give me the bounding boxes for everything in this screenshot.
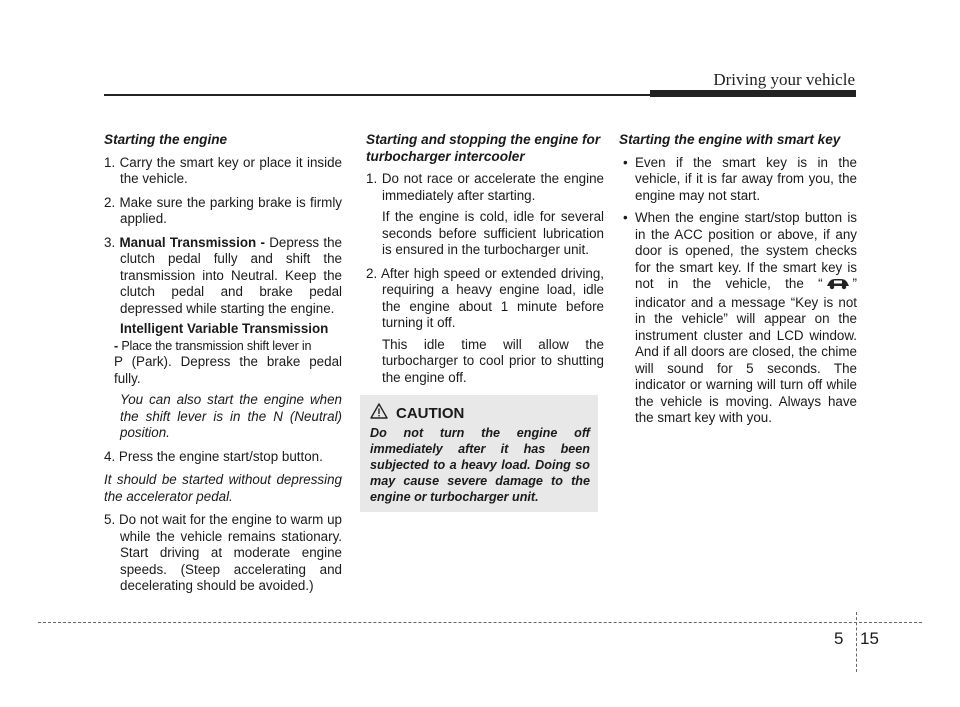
- step-4: 4. Press the engine start/stop button.: [104, 448, 323, 464]
- bullet-2-text-b: ” indicator and a message “Key is not in the vehicle” will appear on the instrument cluster and LCD window. And if all doors are closed, the chime will sound for 5 seconds. The indicator or warning will turn off while the vehicle is moving. Always have the smart key with you.: [635, 276, 857, 425]
- caution-text: Do not turn the engine off immediately after it has been subjected to a heavy load. Doing so may cause severe damage to the engine or turbocharger unit.: [370, 426, 590, 504]
- step-1: 1. Carry the smart key or place it inside the vehicle.: [104, 154, 342, 186]
- step-2: 2. Make sure the parking brake is firmly applied.: [104, 194, 342, 226]
- bullet-2-text-a: When the engine start/stop button is in the ACC position or above, if any door is opened, the system checks for the smart key. If the smart key is not in the vehicle, the “: [635, 210, 857, 291]
- column-turbocharger: [366, 130, 604, 391]
- caution-title: CAUTION: [396, 405, 465, 422]
- footer-divider: [856, 612, 857, 672]
- ivt-text-1: Place the transmission shift lever in: [121, 338, 312, 353]
- column-starting-engine: [104, 130, 342, 602]
- page-number: 15: [860, 629, 879, 648]
- bullet-1: • Even if the smart key is in the vehicle, if it is far away from you, the engine may not start.: [619, 155, 857, 205]
- section-heading: Starting the engine: [104, 132, 228, 147]
- section-heading: Starting and stopping the engine for turbocharger intercooler: [366, 132, 601, 164]
- step-5: 5. Do not wait for the engine to warm up while the vehicle remains stationary. Start driving at moderate engine speeds. (Steep accelerating and decelerating should be avoided.): [104, 512, 342, 593]
- ivt-dash: -: [114, 338, 118, 353]
- section-heading: Starting the engine with smart key: [619, 132, 841, 147]
- ivt-line-1: [104, 338, 342, 355]
- footer-rule: [38, 622, 922, 623]
- step-2: 2. After high speed or extended driving, requiring a heavy engine load, idle the engine about 1 minute before turning it off.: [366, 265, 604, 330]
- ivt-text-2: P (Park). Depress the brake pedal fully.: [114, 354, 342, 386]
- header-title: Driving your vehicle: [713, 70, 855, 89]
- step-3-label: Manual Transmission -: [119, 234, 265, 250]
- car-key-indicator-icon: [825, 277, 851, 295]
- bullet-2: [619, 210, 857, 427]
- step-1: 1. Do not race or accelerate the engine immediately after starting.: [366, 171, 604, 203]
- shift-note: You can also start the engine when the shift lever is in the N (Neutral) position.: [120, 392, 342, 440]
- accelerator-warning: It should be started without depressing the accelerator pedal.: [104, 472, 342, 504]
- caution-header: [370, 403, 464, 424]
- step-3: [104, 235, 342, 318]
- chapter-number: 5: [834, 629, 844, 648]
- step-3-number: 3.: [104, 234, 116, 250]
- column-smart-key: [619, 130, 857, 433]
- warning-triangle-icon: [370, 403, 388, 424]
- step-3-text: Depress the clutch pedal fully and shift the transmission into Neutral. Keep the clutch pedal and brake pedal depressed while starting the engine.: [120, 234, 342, 316]
- step-1-detail: If the engine is cold, idle for several seconds before sufficient lubrication is ensured in the turbocharger unit.: [382, 209, 604, 257]
- step-2-detail: This idle time will allow the turbocharger to cool prior to shutting the engine off.: [382, 336, 604, 385]
- header-rule: [104, 94, 650, 96]
- header-bar: [650, 90, 856, 97]
- ivt-label: Intelligent Variable Transmission: [120, 321, 329, 336]
- caution-box: [360, 395, 598, 512]
